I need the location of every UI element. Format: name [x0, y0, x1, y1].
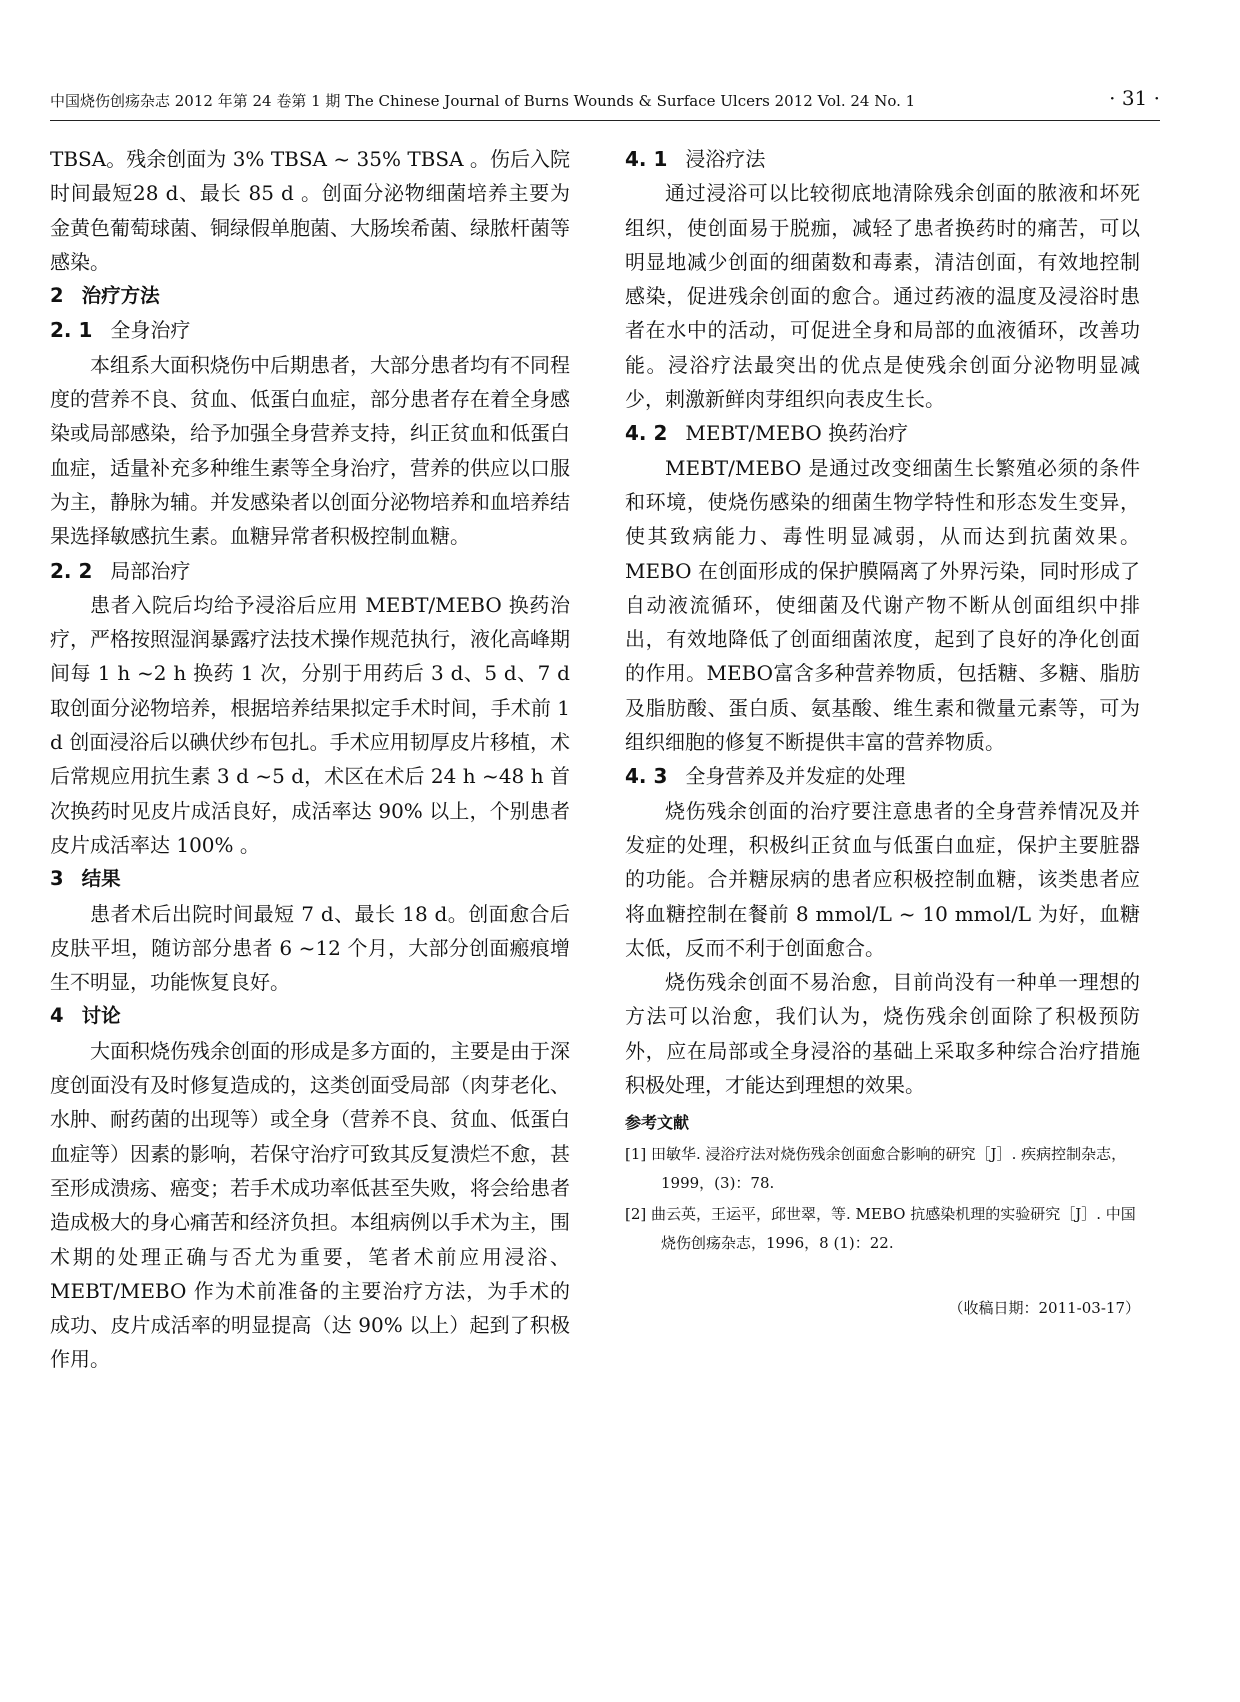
paragraph-continued: TBSA。残余创面为 3% TBSA ~ 35% TBSA 。伤后入院时间最短28 d、最长 85 d 。创面分泌物细菌培养主要为金黄色葡萄球菌、铜绿假单胞菌、大肠埃希菌、绿脓杆菌等感染。	[50, 147, 570, 274]
reference-item: [2] 曲云英，王运平，邱世翠，等. MEBO 抗感染机理的实验研究［J］. 中国烧伤创疡杂志，1996，8 (1)：22.	[625, 1205, 1136, 1253]
subsection-title: 局部治疗	[110, 558, 191, 583]
subsection-number: 4. 1	[625, 147, 668, 171]
section-title: 治疗方法	[81, 284, 160, 308]
section-number: 3	[50, 867, 64, 891]
running-header	[50, 86, 1160, 121]
paragraph-conclusion: 烧伤残余创面不易治愈，目前尚没有一种单一理想的方法可以治愈，我们认为，烧伤残余创面除了积极预防外，应在局部或全身浸浴的基础上采取多种综合治疗措施积极处理，才能达到理想的效果。	[625, 970, 1140, 1098]
subsection-number: 4. 3	[625, 764, 668, 789]
paragraph-systemic-treatment: 本组系大面积烧伤中后期患者，大部分患者均有不同程度的营养不良、贫血、低蛋白血症，部分患者存在着全身感染或局部感染，给予加强全身营养支持，纠正贫血和低蛋白血症，适量补充多种维生素等全身治疗，营养的供应以口服为主，静脉为辅。并发感染者以创面分泌物培养和血培养结果选择敏感抗生素。血糖异常者积极控制血糖。	[50, 352, 570, 549]
section-number: 4	[50, 1004, 64, 1028]
section-number: 2	[50, 284, 64, 308]
section-heading-2	[50, 279, 570, 313]
reference-item: [1] 田敏华. 浸浴疗法对烧伤残余创面愈合影响的研究［J］. 疾病控制杂志，1999，(3)：78.	[625, 1145, 1127, 1193]
section-title: 讨论	[81, 1004, 121, 1028]
journal-citation: 中国烧伤创疡杂志 2012 年第 24 卷第 1 期 The Chinese Journal of Burns Wounds & Surface Ulcers 2012 Vol. 24 No. 1	[50, 92, 916, 110]
subsection-title: 全身治疗	[110, 318, 191, 343]
section-heading-3	[50, 862, 570, 896]
subsection-heading-2-1	[50, 313, 570, 347]
paragraph-nutrition: 烧伤残余创面的治疗要注意患者的全身营养情况及并发症的处理，积极纠正贫血与低蛋白血症，保护主要脏器的功能。合并糖尿病的患者应积极控制血糖，该类患者应将血糖控制在餐前 8 mmol/L ~ 10 mmol/L 为好，血糖太低，反而不利于创面愈合。	[625, 798, 1140, 960]
subsection-heading-2-2	[50, 554, 570, 588]
subsection-heading-4-3	[625, 759, 1140, 793]
subsection-title: MEBT/MEBO 换药治疗	[685, 421, 909, 446]
subsection-number: 4. 2	[625, 421, 668, 446]
subsection-heading-4-2	[625, 416, 1140, 450]
paragraph-bath-therapy: 通过浸浴可以比较彻底地清除残余创面的脓液和坏死组织，使创面易于脱痂，减轻了患者换药时的痛苦，可以明显地减少创面的细菌数和毒素，清洁创面，有效地控制感染，促进残余创面的愈合。通过药液的温度及浸浴时患者在水中的活动，可促进全身和局部的血液循环，改善功能。浸浴疗法最突出的优点是使残余创面分泌物明显减少，刺激新鲜肉芽组织向表皮生长。	[625, 181, 1140, 412]
section-heading-4	[50, 999, 570, 1033]
received-date: （收稿日期：2011-03-17）	[948, 1299, 1140, 1318]
references-heading: 参考文献	[625, 1113, 690, 1133]
subsection-title: 浸浴疗法	[685, 147, 766, 171]
paragraph-discussion: 大面积烧伤残余创面的形成是多方面的，主要是由于深度创面没有及时修复造成的，这类创面受局部（肉芽老化、水肿、耐药菌的出现等）或全身（营养不良、贫血、低蛋白血症等）因素的影响，若保守治疗可致其反复溃烂不愈，甚至形成溃疡、癌变；若手术成功率低甚至失败，将会给患者造成极大的身心痛苦和经济负担。本组病例以手术为主，围术期的处理正确与否尤为重要，笔者术前应用浸浴、MEBT/MEBO 作为术前准备的主要治疗方法，为手术的成功、皮片成活率的明显提高（达 90% 以上）起到了积极作用。	[50, 1038, 570, 1372]
page-number: · 31 ·	[1109, 86, 1160, 110]
subsection-number: 2. 2	[50, 558, 93, 583]
paragraph-mebt-mebo: MEBT/MEBO 是通过改变细菌生长繁殖必须的条件和环境，使烧伤感染的细菌生物学特性和形态发生变异，使其致病能力、毒性明显减弱，从而达到抗菌效果。MEBO 在创面形成的保护膜隔离了外界污染，同时形成了自动液流循环，使细菌及代谢产物不断从创面组织中排出，有效地降低了创面细菌浓度，起到了良好的净化创面的作用。MEBO富含多种营养物质，包括糖、多糖、脂肪及脂肪酸、蛋白质、氨基酸、维生素和微量元素等，可为组织细胞的修复不断提供丰富的营养物质。	[625, 455, 1140, 755]
subsection-number: 2. 1	[50, 318, 93, 343]
subsection-heading-4-1	[625, 142, 1140, 176]
right-column	[625, 142, 1140, 1320]
paragraph-results: 患者术后出院时间最短 7 d、最长 18 d。创面愈合后皮肤平坦，随访部分患者 6 ~12 个月，大部分创面瘢痕增生不明显，功能恢复良好。	[50, 901, 570, 995]
left-column	[50, 142, 570, 1377]
subsection-title: 全身营养及并发症的处理	[685, 764, 906, 789]
paragraph-local-treatment: 患者入院后均给予浸浴后应用 MEBT/MEBO 换药治疗，严格按照湿润暴露疗法技术操作规范执行，液化高峰期间每 1 h ~2 h 换药 1 次，分别于用药后 3 d、5 d、7 d 取创面分泌物培养，根据培养结果拟定手术时间，手术前 1 d 创面浸浴后以碘伏纱布包扎。手术应用韧厚皮片移植，术后常规应用抗生素 3 d ~5 d，术区在术后 24 h ~48 h 首次换药时见皮片成活良好，成活率达 90% 以上，个别患者皮片成活率达 100% 。	[50, 592, 570, 857]
section-title: 结果	[81, 867, 121, 891]
